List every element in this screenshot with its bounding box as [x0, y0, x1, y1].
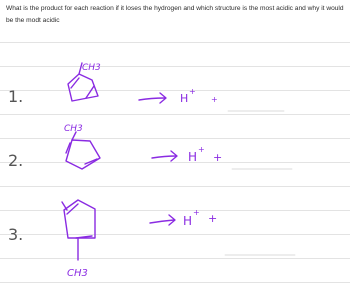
cyclopentadiene-ring-2	[66, 132, 100, 169]
product-ion-1: H	[180, 92, 189, 105]
reaction-arrow-3	[150, 215, 175, 225]
reaction-arrow-1	[139, 93, 166, 103]
plus-sign-1: +	[211, 95, 218, 104]
reaction-number-1: 1.	[8, 87, 24, 106]
reaction-3	[62, 200, 295, 260]
reaction-number-2: 2.	[8, 151, 24, 170]
reaction-arrow-2	[152, 151, 177, 161]
plus-sign-3: +	[208, 212, 218, 225]
ion-charge-1: +	[189, 87, 196, 96]
plus-sign-2: +	[213, 151, 223, 164]
product-ion-2: H	[188, 150, 198, 164]
reaction-2	[66, 132, 292, 169]
cyclopentadiene-ring-3	[62, 200, 95, 260]
substituent-label-2: CH3	[64, 124, 83, 134]
product-ion-3: H	[183, 214, 193, 228]
ion-charge-3: +	[193, 208, 200, 217]
question-text: What is the product for each reaction if it loses the hydrogen and which structure is the most acidic and why it would be the modt acidic	[6, 5, 344, 24]
substituent-label-3: CH3	[67, 268, 88, 279]
reaction-number-3: 3.	[8, 225, 24, 244]
substituent-label-1: CH3	[82, 63, 101, 73]
ion-charge-2: +	[198, 145, 205, 154]
